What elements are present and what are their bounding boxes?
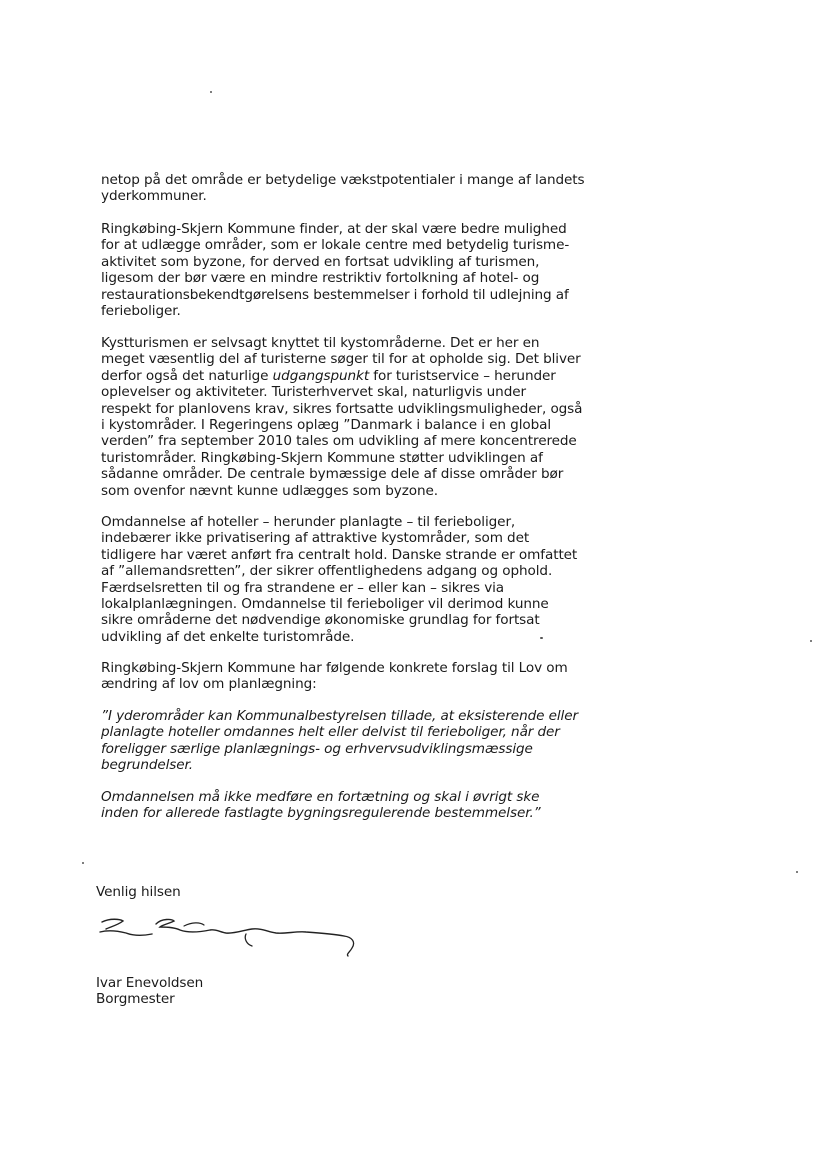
text-line: i kystområder. I Regeringens oplæg ”Danmark i balance i en global [101, 417, 552, 434]
text-line: ferieboliger. [101, 303, 181, 320]
text-line: begrundelser. [101, 757, 194, 774]
text-line: Færdselsretten til og fra strandene er – eller kan – sikres via [101, 579, 505, 596]
text-line: af ”allemandsretten”, der sikrer offentlighedens adgang og ophold. [101, 563, 553, 580]
text-line: netop på det område er betydelige vækstpotentialer i mange af landets [101, 172, 585, 188]
proposal-quote-first [101, 708, 601, 774]
closing-text [96, 884, 596, 900]
paragraph-municipality-view [101, 221, 601, 319]
proposal-quote-second [101, 789, 601, 822]
text-line: Ringkøbing-Skjern Kommune finder, at der skal være bedre mulighed [101, 221, 567, 237]
text-line-mixed [101, 368, 601, 384]
text-line: for at udlægge områder, som er lokale centre med betydelig turisme- [101, 237, 570, 254]
text-segment: derfor også det naturlige [101, 367, 273, 384]
text-line: Omdannelsen må ikke medføre en fortætning og skal i øvrigt ske [101, 789, 540, 805]
text-line: meget væsentlig del af turisterne søger til for at opholde sig. Det bliver [101, 351, 581, 368]
scan-speck [796, 871, 798, 873]
paragraph-growth-potential [101, 172, 601, 205]
text-line: respekt for planlovens krav, sikres fortsatte udviklingsmuligheder, også [101, 400, 583, 417]
text-line: indebærer ikke privatisering af attraktive kystområder, som det [101, 530, 530, 547]
text-line: turistområder. Ringkøbing-Skjern Kommune støtter udviklingen af [101, 449, 543, 466]
text-line: oplevelser og aktiviteter. Turisterhvervet skal, naturligvis under [101, 384, 526, 401]
handwritten-signature [96, 910, 366, 960]
paragraph-proposal-intro [101, 660, 601, 693]
text-line: ”I yderområder kan Kommunalbestyrelsen tillade, at eksisterende eller [101, 708, 578, 724]
text-line: planlagte hoteller omdannes helt eller delvist til ferieboliger, når der [101, 724, 560, 741]
scan-speck [810, 640, 812, 642]
signer-block [96, 975, 596, 1008]
text-line: ændring af lov om planlægning: [101, 676, 317, 693]
text-line: aktivitet som byzone, for derved en fortsat udvikling af turismen, [101, 253, 540, 270]
text-line: foreligger særlige planlægnings- og erhvervsudviklingsmæssige [101, 740, 533, 757]
text-line: Omdannelse af hoteller – herunder planlagte – til ferieboliger, [101, 514, 516, 530]
signer-title: Borgmester [96, 991, 175, 1008]
text-line: Ringkøbing-Skjern Kommune har følgende konkrete forslag til Lov om [101, 660, 568, 676]
text-line: Kystturismen er selvsagt knyttet til kystområderne. Det er her en [101, 335, 540, 351]
paragraph-hotel-conversion [101, 514, 601, 645]
emphasis-text: udgangspunkt [272, 367, 370, 384]
text-line: som ovenfor nævnt kunne udlægges som byzone. [101, 482, 438, 499]
text-line: restaurationsbekendtgørelsens bestemmelser i forhold til udlejning af [101, 286, 569, 303]
text-line: sådanne områder. De centrale bymæssige dele af disse områder bør [101, 466, 564, 483]
paragraph-coastal-tourism [101, 335, 601, 499]
scan-speck [210, 91, 212, 93]
text-line: tidligere har været anført fra centralt hold. Danske strande er omfattet [101, 546, 578, 563]
text-line: ligesom der bør være en mindre restriktiv fortolkning af hotel- og [101, 270, 540, 287]
text-line: lokalplanlægningen. Omdannelse til ferieboliger vil derimod kunne [101, 596, 549, 613]
text-line: verden” fra september 2010 tales om udvikling af mere koncentrerede [101, 433, 577, 450]
signer-name: Ivar Enevoldsen [96, 975, 204, 991]
closing-line: Venlig hilsen [96, 884, 181, 900]
text-line: yderkommuner. [101, 188, 207, 205]
text-line: inden for allerede fastlagte bygningsregulerende bestemmelser.” [101, 805, 541, 822]
text-line: udvikling af det enkelte turistområde. [101, 628, 355, 645]
text-line: sikre områderne det nødvendige økonomiske grundlag for fortsat [101, 612, 540, 629]
scan-speck [82, 862, 84, 864]
text-segment: for turistservice – herunder [369, 367, 556, 384]
